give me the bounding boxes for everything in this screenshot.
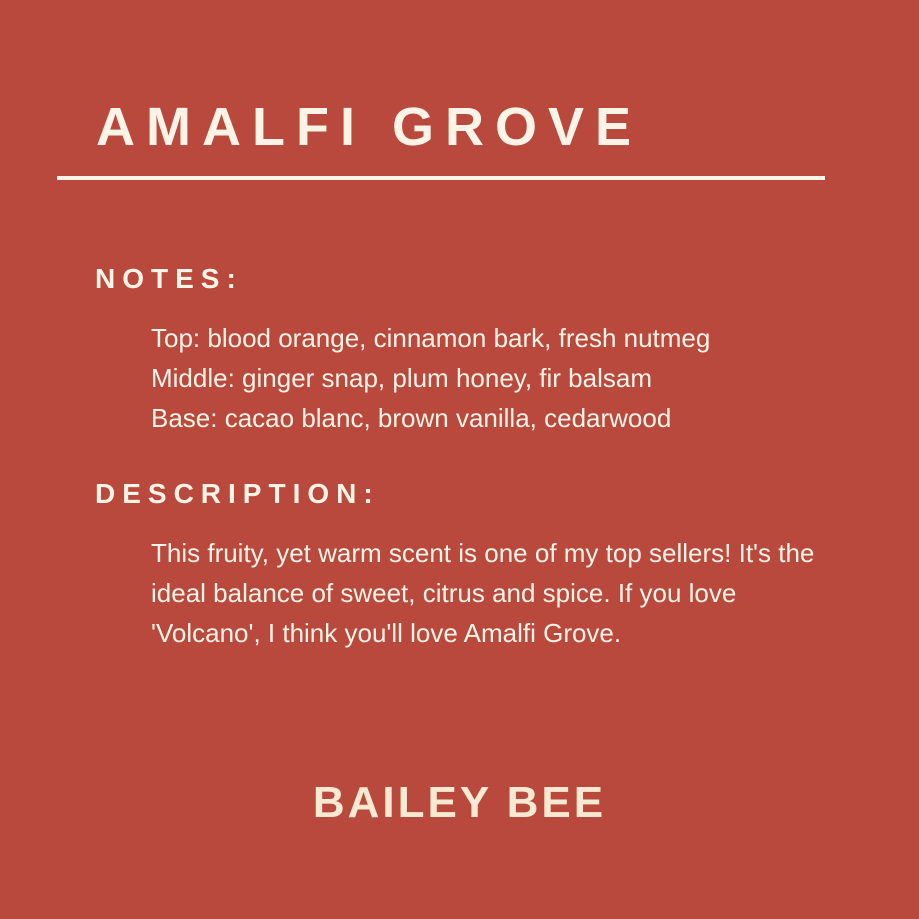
page-title: AMALFI GROVE	[96, 97, 642, 157]
description-text: This fruity, yet warm scent is one of my top sellers! It's the ideal balance of sweet, citrus and spice. If you love 'Volcano', I think you'll love Amalfi Grove.	[151, 537, 815, 648]
description-heading: DESCRIPTION:	[95, 478, 380, 509]
title-divider	[57, 176, 825, 180]
description-section	[95, 477, 855, 653]
notes-line-middle: Middle: ginger snap, plum honey, fir balsam	[151, 362, 652, 393]
notes-line-base: Base: cacao blanc, brown vanilla, cedarwood	[151, 402, 672, 433]
notes-line-top: Top: blood orange, cinnamon bark, fresh nutmeg	[151, 322, 711, 353]
notes-heading: NOTES:	[95, 263, 243, 294]
notes-list	[151, 318, 855, 438]
notes-section	[95, 262, 855, 438]
brand-wordmark: BAILEY BEE	[312, 778, 607, 827]
